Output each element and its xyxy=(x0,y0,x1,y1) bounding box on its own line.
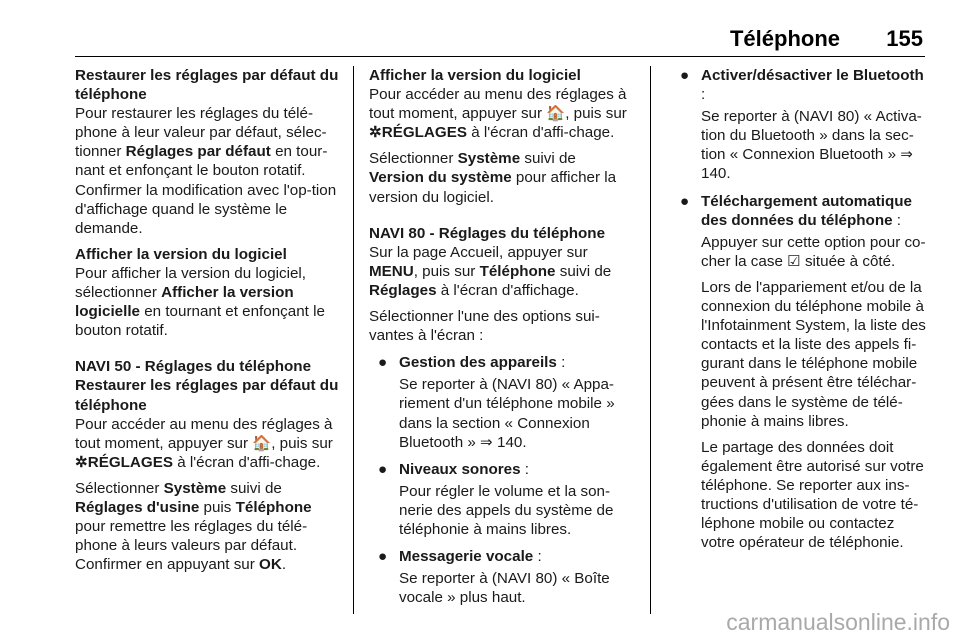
separator: : xyxy=(892,211,902,229)
page-header xyxy=(75,24,925,57)
body-text: Pour accéder au menu des réglages à tout moment, appuyer sur xyxy=(75,415,333,452)
list-item xyxy=(369,353,634,451)
body-text: , puis sur xyxy=(271,434,333,452)
option-label: Réglages d'usine xyxy=(75,498,200,516)
body-text: , puis sur xyxy=(413,262,480,280)
page-number: 155 xyxy=(886,26,923,51)
page-title: Téléphone xyxy=(729,26,840,51)
option-label: Activer/désactiver le Bluetooth xyxy=(701,67,924,84)
bullet-icon: ● xyxy=(378,354,388,372)
list-item xyxy=(369,460,634,539)
option-label: RÉGLAGES xyxy=(381,124,467,142)
bullet-icon: ● xyxy=(680,67,690,84)
option-label: Afficher la version logicielle xyxy=(75,284,294,321)
option-label: Messagerie vocale xyxy=(399,548,534,566)
paragraph: Sélectionner l'une des options sui-vantes à l'écran : xyxy=(369,308,600,345)
column-3 xyxy=(671,66,931,552)
section-software-version-navi50 xyxy=(369,66,634,142)
list-item xyxy=(671,192,931,553)
bullet-icon: ● xyxy=(680,192,690,210)
option-label: RÉGLAGES xyxy=(87,453,173,471)
list-item-text: Appuyer sur cette option pour co-cher la case ☑ située à côté. xyxy=(701,233,926,270)
list-item-text: Se reporter à (NAVI 80) « Activa-tion du Bluetooth » dans la sec-tion « Connexion Bluetooth » ⇒ 140. xyxy=(701,108,922,183)
section-restore-defaults xyxy=(75,66,343,238)
column-divider-2 xyxy=(650,66,651,614)
section-navi50-restore xyxy=(75,376,343,471)
body-text: , puis sur xyxy=(565,105,627,123)
list-item-text: Se reporter à (NAVI 80) « Boîte vocale » plus haut. xyxy=(399,570,610,607)
option-label: Version du système xyxy=(369,169,512,187)
column-divider-1 xyxy=(353,66,354,614)
section-navi80-settings xyxy=(369,224,634,300)
body-text: Sur la page Accueil, appuyer sur xyxy=(369,243,588,261)
bullet-icon: ● xyxy=(378,460,388,478)
body-text: pour afficher la version du logiciel. xyxy=(369,169,617,206)
list-item xyxy=(369,547,634,607)
body-text: pour remettre les réglages du télé-phone à leurs valeurs par défaut. Confirmer en appuyant sur xyxy=(75,518,308,574)
home-icon: 🏠 xyxy=(252,434,272,452)
gear-icon: ✲ xyxy=(369,124,382,142)
list-item xyxy=(671,66,931,184)
body-text: à l'écran d'affi-chage. xyxy=(466,124,615,142)
option-label: Téléchargement automatique des données du téléphone xyxy=(701,192,912,229)
body-text: . xyxy=(281,556,287,574)
option-label: MENU xyxy=(369,262,414,280)
body-text: en tour-nant et enfonçant le bouton rotatif. Confirmer la modification avec l'op-tion d'affichage quand le système le demande. xyxy=(75,143,337,237)
body-text: en tournant et enfonçant le bouton rotatif. xyxy=(75,303,325,340)
section-heading: Afficher la version du logiciel xyxy=(369,67,581,84)
body-text: Pour accéder au menu des réglages à tout moment, appuyer sur xyxy=(369,86,627,123)
column-1 xyxy=(75,66,343,581)
paragraph xyxy=(75,479,343,574)
body-text: suivi de xyxy=(555,262,612,280)
body-text: suivi de xyxy=(520,150,576,168)
separator: : xyxy=(556,354,566,372)
option-label: Téléphone xyxy=(235,498,312,516)
section-heading: Restaurer les réglages par défaut du téléphone xyxy=(75,67,339,104)
option-label: Système xyxy=(163,479,227,497)
gear-icon: ✲ xyxy=(75,453,88,471)
body-text: suivi de xyxy=(226,479,282,497)
separator: : xyxy=(520,460,530,478)
option-label: Réglages par défaut xyxy=(125,143,271,161)
body-text: Sélectionner xyxy=(369,150,458,168)
option-label: Téléphone xyxy=(479,262,556,280)
chapter-heading: NAVI 50 - Réglages du téléphone xyxy=(75,358,312,376)
list-item-text: Le partage des données doit également être autorisé sur votre téléphone. Se reporter aux ins-tructions d'utilisation de votre té-léphone mobile ou contactez votre opérateur de téléphonie. xyxy=(701,438,924,552)
column-2 xyxy=(369,66,634,607)
body-text: puis xyxy=(199,498,236,516)
option-label: Réglages xyxy=(369,281,437,299)
body-text: à l'écran d'affi-chage. xyxy=(172,453,321,471)
body-text: Pour restaurer les réglages du télé-phone à leur valeur par défaut, sélec-tionner xyxy=(75,105,327,161)
separator: : xyxy=(701,86,706,104)
option-label: Gestion des appareils xyxy=(399,354,557,372)
list-item-text: Lors de l'appariement et/ou de la connexion du téléphone mobile à l'Infotainment System, la liste des contacts et la liste des appels fi-gurant dans le téléphone mobile peuvent à présent être téléchar-gées dans le système de télé-phonie à mains libres. xyxy=(701,278,926,430)
body-text: Pour afficher la version du logiciel, sélectionner xyxy=(75,264,307,302)
option-label: OK xyxy=(259,556,282,574)
list-item-text: Pour régler le volume et la son-nerie des appels du système de téléphonie à mains libres. xyxy=(399,482,614,538)
home-icon: 🏠 xyxy=(546,105,566,123)
section-software-version xyxy=(75,245,343,340)
bullet-icon: ● xyxy=(378,548,388,566)
option-label: Niveaux sonores xyxy=(399,460,521,478)
separator: : xyxy=(533,548,542,566)
body-text: Sélectionner xyxy=(75,479,164,497)
list-item-text: Se reporter à (NAVI 80) « Appa-riement d'un téléphone mobile » dans la section « Connexion Bluetooth » ⇒ 140. xyxy=(399,376,615,451)
watermark: carmanualsonline.info xyxy=(726,609,950,635)
paragraph xyxy=(369,149,634,206)
body-text: à l'écran d'affichage. xyxy=(436,281,579,299)
option-label: Système xyxy=(457,150,521,168)
chapter-heading: NAVI 80 - Réglages du téléphone xyxy=(369,224,606,242)
section-heading: Afficher la version du logiciel xyxy=(75,245,287,263)
section-heading: Restaurer les réglages par défaut du téléphone xyxy=(75,377,339,414)
